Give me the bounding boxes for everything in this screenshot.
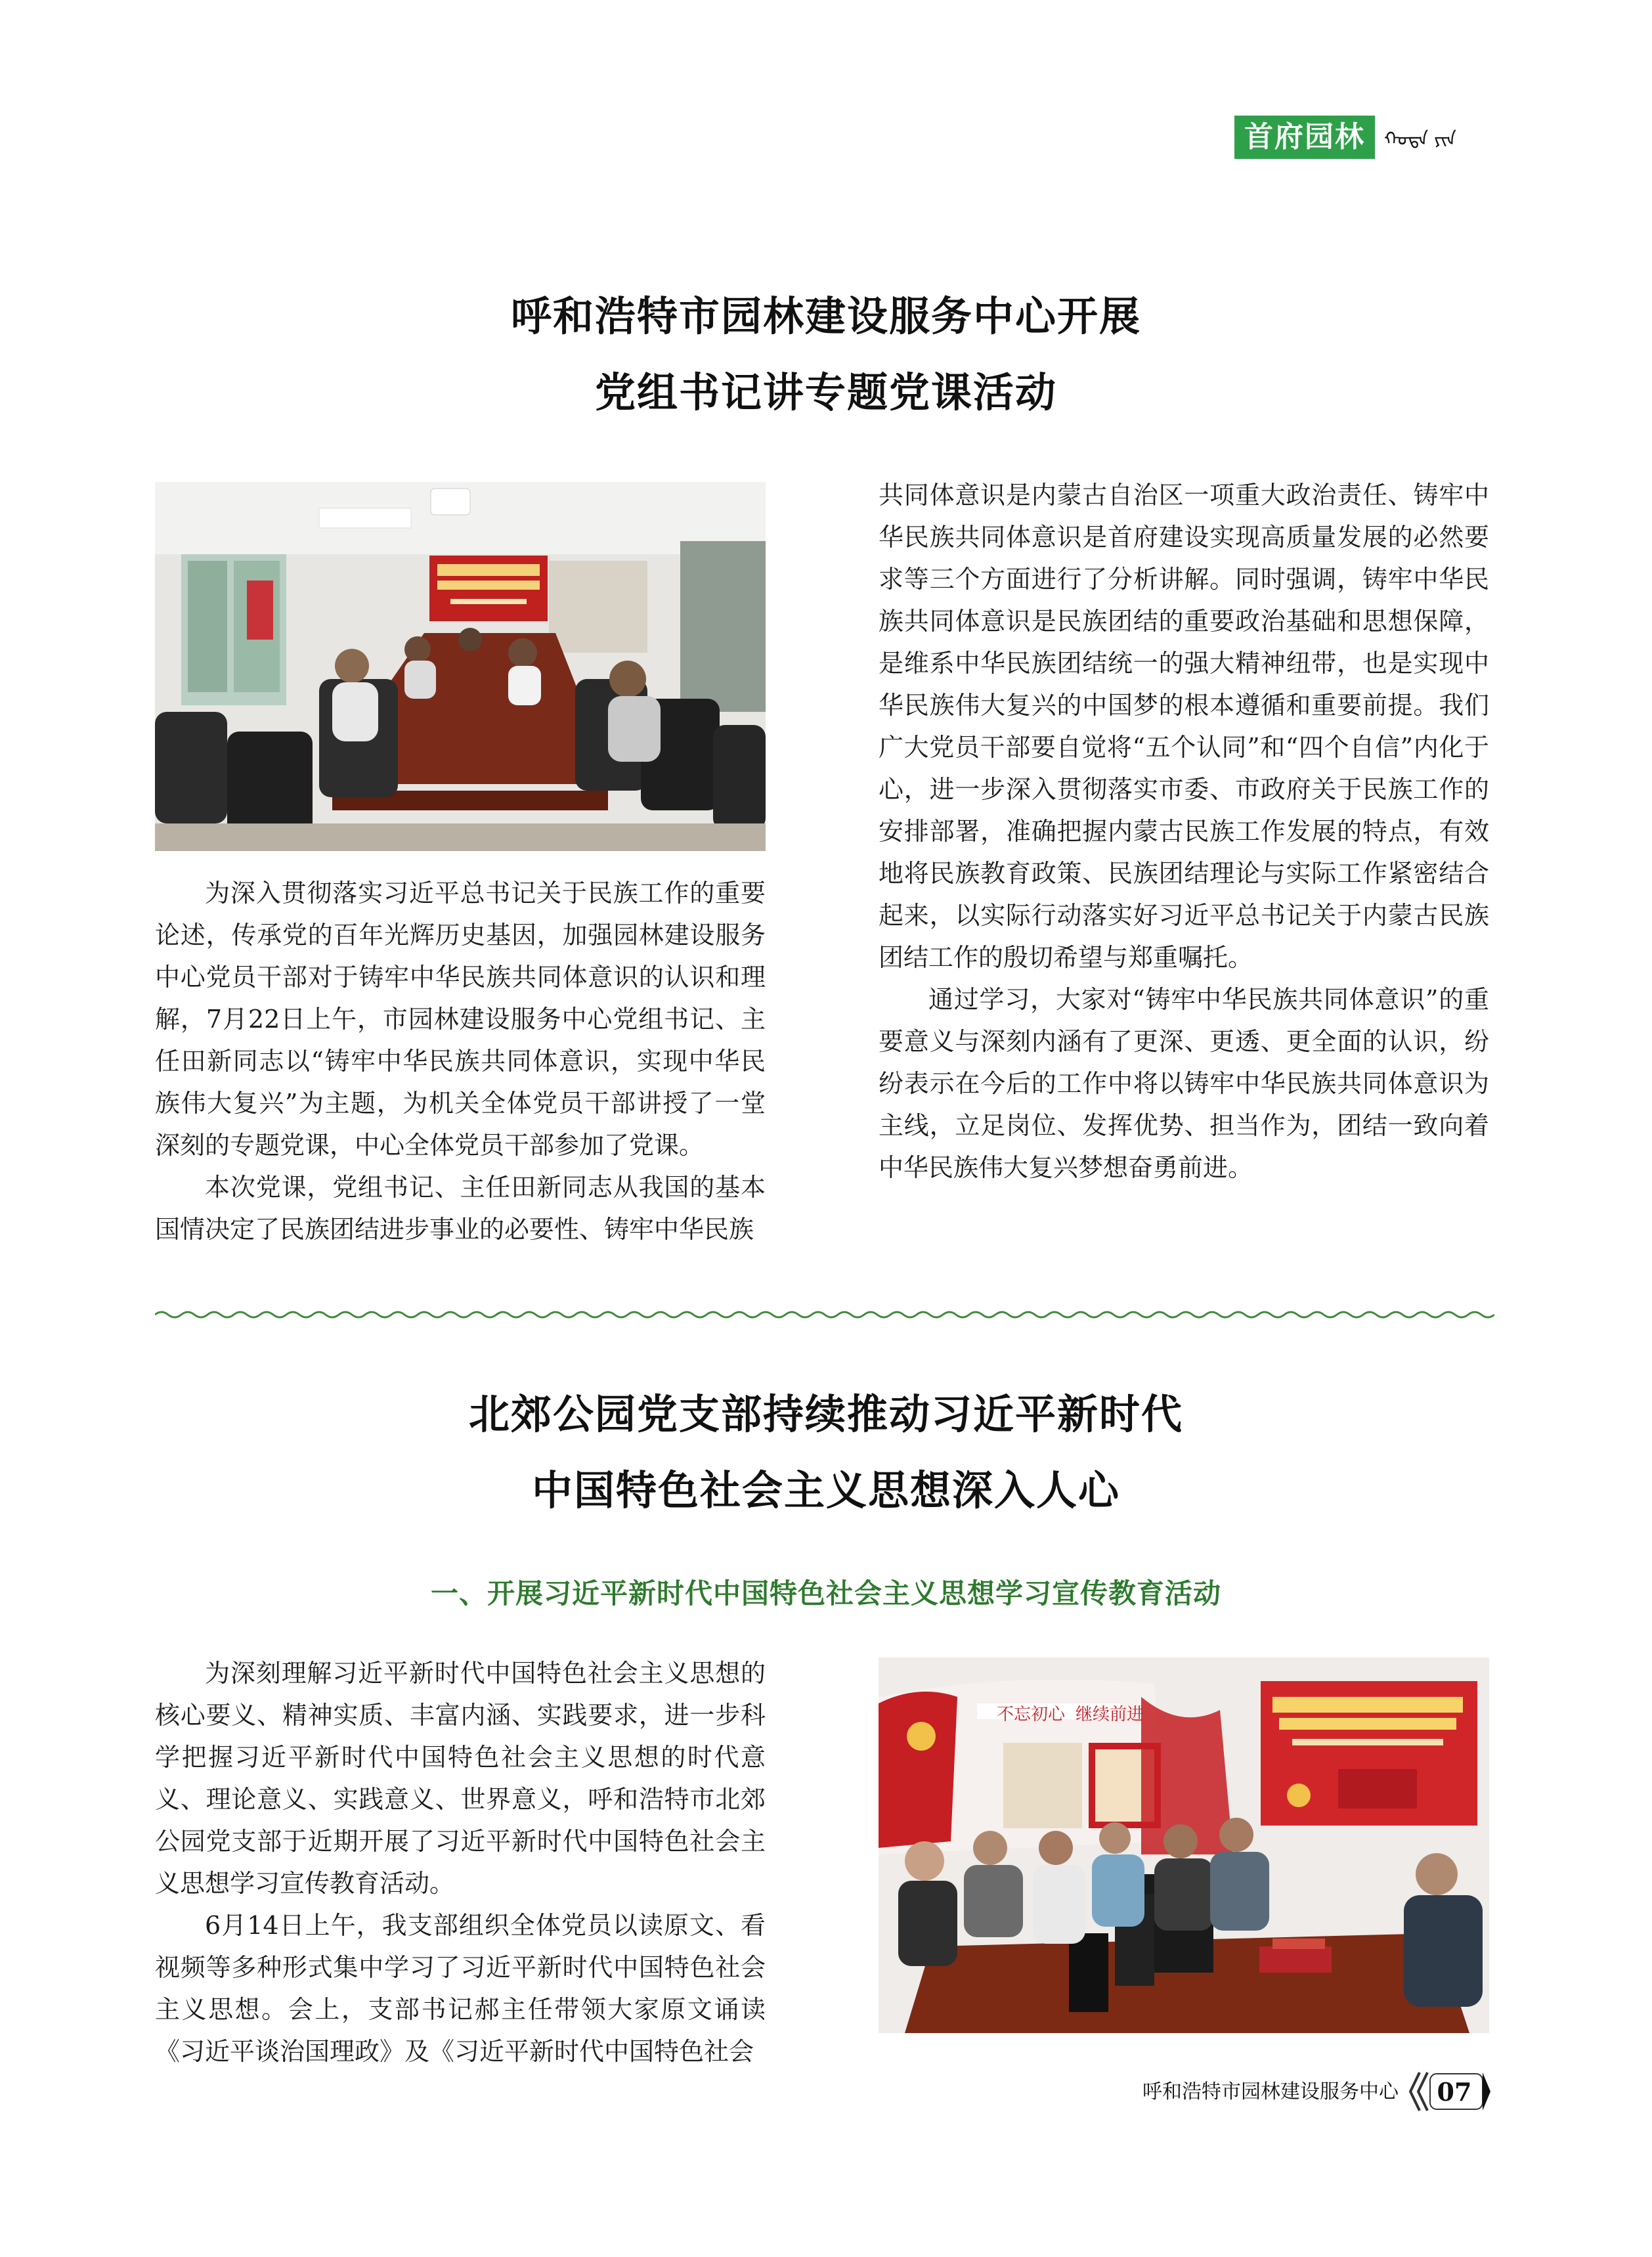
article2-paragraph: 为深刻理解习近平新时代中国特色社会主义思想的核心要义、精神实质、丰富内涵、实践要求，进一步科学把握习近平新时代中国特色社会主义思想的时代意义、理论意义、实践意义、世界意义，呼和浩特市北郊公园党支部于近期开展了习近平新时代中国特色社会主义思想学习宣传教育活动。 xyxy=(155,1659,766,1898)
section-divider xyxy=(155,1308,1494,1321)
wall-slogan-right: 继续前进 xyxy=(1076,1705,1144,1724)
article1-meeting-photo xyxy=(155,482,766,851)
article1-title-line1: 呼和浩特市园林建设服务中心开展 xyxy=(510,292,1141,340)
footer-organization: 呼和浩特市园林建设服务中心 xyxy=(1142,2080,1399,2103)
mongolian-script-label: ᠬᠣᠲᠠ ᠶᠢᠨ xyxy=(1384,128,1456,150)
article2-left-column xyxy=(155,1652,766,2072)
article1-right-paragraph: 共同体意识是内蒙古自治区一项重大政治责任、铸牢中华民族共同体意识是首府建设实现高质量发展的必然要求等三个方面进行了分析讲解。同时强调，铸牢中华民族共同体意识是民族团结的重要政治基础和思想保障，是维系中华民族团结统一的强大精神纽带，也是实现中华民族伟大复兴的中国梦的根本遵循和重要前提。我们广大党员干部要自觉将“五个认同”和“四个自信”内化于心，进一步深入贯彻落实市委、市政府关于民族工作的安排部署，准确把握内蒙古民族工作发展的特点，有效地将民族教育政策、民族团结理论与实际工作紧密结合起来，以实际行动落实好习近平总书记关于内蒙古民族团结工作的殷切希望与郑重嘱托。 xyxy=(879,481,1489,972)
wall-slogan-left: 不忘初心 xyxy=(997,1705,1066,1724)
article1-right-column xyxy=(879,474,1489,1189)
article1-title-line2: 党组书记讲专题党课活动 xyxy=(594,368,1057,416)
article1-right-paragraph: 通过学习，大家对“铸牢中华民族共同体意识”的重要意义与深刻内涵有了更深、更透、更全面的认识，纷纷表示在今后的工作中将以铸牢中华民族共同体意识为主线，立足岗位、发挥优势、担当作为，团结一致向着中华民族伟大复兴梦想奋勇前进。 xyxy=(879,985,1489,1182)
article2-subtitle: 一、开展习近平新时代中国特色社会主义思想学习宣传教育活动 xyxy=(430,1577,1221,1610)
article1-left-paragraph: 为深入贯彻落实习近平总书记关于民族工作的重要论述，传承党的百年光辉历史基因，加强园林建设服务中心党员干部对于铸牢中华民族共同体意识的认识和理解，7月22日上午，市园林建设服务中心党组书记、主任田新同志以“铸牢中华民族共同体意识，实现中华民族伟大复兴”为主题，为机关全体党员干部讲授了一堂深刻的专题党课，中心全体党员干部参加了党课。 xyxy=(155,879,766,1160)
article2-title-line1: 北郊公园党支部持续推动习近平新时代 xyxy=(468,1390,1183,1438)
page-number: 07 xyxy=(1437,2077,1472,2107)
article1-left-paragraph: 本次党课，党组书记、主任田新同志从我国的基本国情决定了民族团结进步事业的必要性、铸牢中华民族 xyxy=(155,1173,766,1244)
article2-study-session-photo xyxy=(879,1657,1489,2033)
article2-title-line2: 中国特色社会主义思想深入人心 xyxy=(531,1466,1120,1514)
magazine-badge: 首府园林 xyxy=(1234,116,1375,159)
article2-paragraph: 6月14日上午，我支部组织全体党员以读原文、看视频等多种形式集中学习了习近平新时代中国特色社会主义思想。会上，支部书记郝主任带领大家原文诵读《习近平谈治国理政》及《习近平新时代中国特色社会 xyxy=(155,1911,766,2066)
article1-left-column xyxy=(155,872,766,1250)
